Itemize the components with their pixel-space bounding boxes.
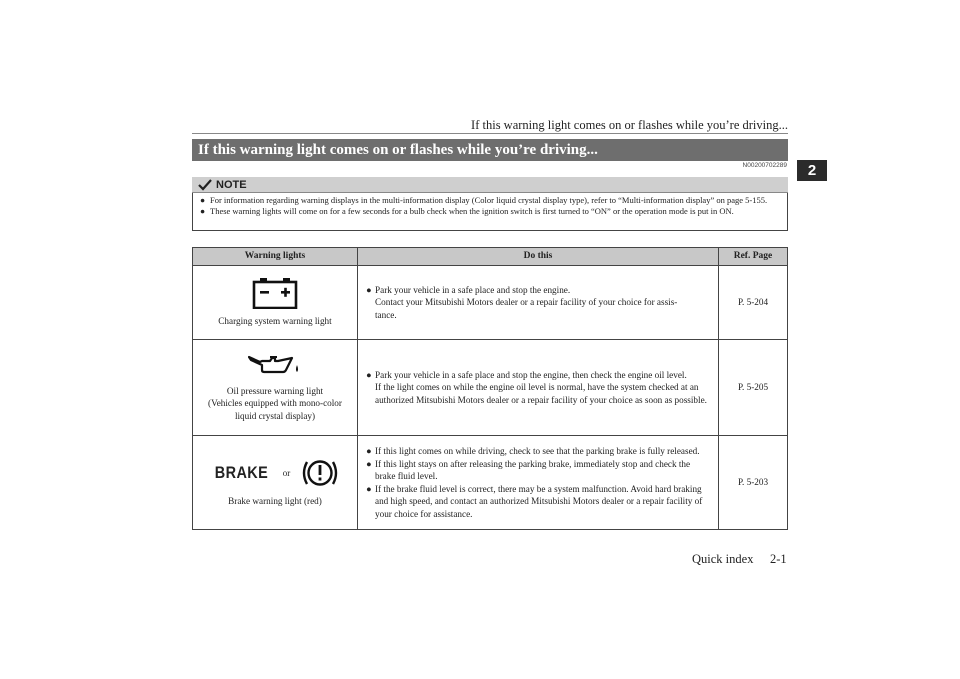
action-text: If the brake fluid level is correct, there may be a system malfunction. Avoid hard braking and high speed, and contact an authorized Mitsubishi Motors dealer or a repair facility of your choice for assistance. — [375, 483, 703, 519]
action-item: ● Park your vehicle in a safe place and stop the engine, then check the engine oil level. If the light comes on while the engine oil level is normal, have the system checked at an authorized Mitsubishi Motors dealer or a repair facility of your choice as soon as possible. — [366, 369, 707, 405]
note-label — [197, 178, 247, 192]
action-text: Park your vehicle in a safe place and stop the engine. Contact your Mitsubishi Motors dealer or a repair facility of your choice for assis- tance. — [375, 284, 678, 320]
note-list — [200, 195, 784, 217]
note-label-text: NOTE — [216, 179, 247, 191]
action-text: If this light comes on while driving, check to see that the parking brake is fully released. — [375, 446, 700, 456]
oil-can-icon — [248, 353, 302, 379]
action-cell — [358, 436, 719, 530]
brake-exclamation-icon — [300, 457, 340, 489]
action-cell — [358, 266, 719, 340]
page-number: 2-1 — [770, 552, 787, 566]
section-title: If this warning light comes on or flashes while you’re driving... — [192, 139, 788, 161]
warning-light-name: Oil pressure warning light (Vehicles equipped with mono-color liquid crystal display) — [208, 385, 342, 421]
or-separator: or — [282, 468, 291, 478]
table-row — [193, 340, 788, 436]
note-item-text: For information regarding warning displays in the multi-information display (Color liquid crystal display type), refer to “Multi-information display” on page 5-155. — [210, 195, 768, 205]
column-header-do-this: Do this — [358, 248, 719, 266]
warning-light-cell — [193, 340, 358, 436]
action-item: ● If this light stays on after releasing the parking brake, immediately stop and check the brake fluid level. — [366, 458, 691, 481]
note-item: ● For information regarding warning displays in the multi-information display (Color liquid crystal display type), refer to “Multi-information display” on page 5-155. — [200, 195, 768, 205]
table-row — [193, 436, 788, 530]
table-row — [193, 266, 788, 340]
reference-code: N00200702289 — [742, 162, 787, 169]
warning-light-name: Charging system warning light — [218, 316, 332, 327]
table-header-row — [193, 248, 788, 266]
footer-section-label: Quick index — [692, 552, 754, 566]
column-header-ref-page: Ref. Page — [719, 248, 788, 266]
action-item: ● If this light comes on while driving, check to see that the parking brake is fully released. — [366, 446, 700, 456]
running-head: If this warning light comes on or flashes while you’re driving... — [471, 118, 788, 132]
column-header-warning-lights: Warning lights — [193, 248, 358, 266]
action-cell — [358, 340, 719, 436]
ref-page-link[interactable]: P. 5-204 — [719, 266, 788, 340]
battery-icon — [252, 277, 298, 309]
warning-light-cell — [193, 436, 358, 530]
ref-page-link[interactable]: P. 5-205 — [719, 340, 788, 436]
ref-page-link[interactable]: P. 5-203 — [719, 436, 788, 530]
note-item-text: These warning lights will come on for a few seconds for a bulb check when the ignition switch is first turned to “ON” or the operation mode is put in ON. — [210, 206, 734, 216]
brake-text-icon: BRAKE — [214, 463, 268, 482]
action-text: If this light stays on after releasing the parking brake, immediately stop and check the brake fluid level. — [375, 458, 691, 481]
note-icon — [197, 179, 213, 191]
warning-light-name: Brake warning light (red) — [228, 496, 322, 507]
warning-light-cell — [193, 266, 358, 340]
chapter-tab[interactable]: 2 — [797, 160, 827, 181]
action-item: ● Park your vehicle in a safe place and stop the engine. Contact your Mitsubishi Motors dealer or a repair facility of your choice for assis- tance. — [366, 284, 678, 320]
action-item: ● If the brake fluid level is correct, there may be a system malfunction. Avoid hard braking and high speed, and contact an authorized Mitsubishi Motors dealer or a repair facility of your choice for assistance. — [366, 483, 703, 519]
note-header — [192, 177, 788, 193]
header-divider — [192, 133, 788, 134]
warning-lights-table — [192, 247, 788, 530]
note-item: ● These warning lights will come on for a few seconds for a bulb check when the ignition switch is first turned to “ON” or the operation mode is put in ON. — [200, 206, 734, 216]
action-text: Park your vehicle in a safe place and stop the engine, then check the engine oil level. If the light comes on while the engine oil level is normal, have the system checked at an authorized Mitsubishi Motors dealer or a repair facility of your choice as soon as possible. — [375, 369, 707, 405]
